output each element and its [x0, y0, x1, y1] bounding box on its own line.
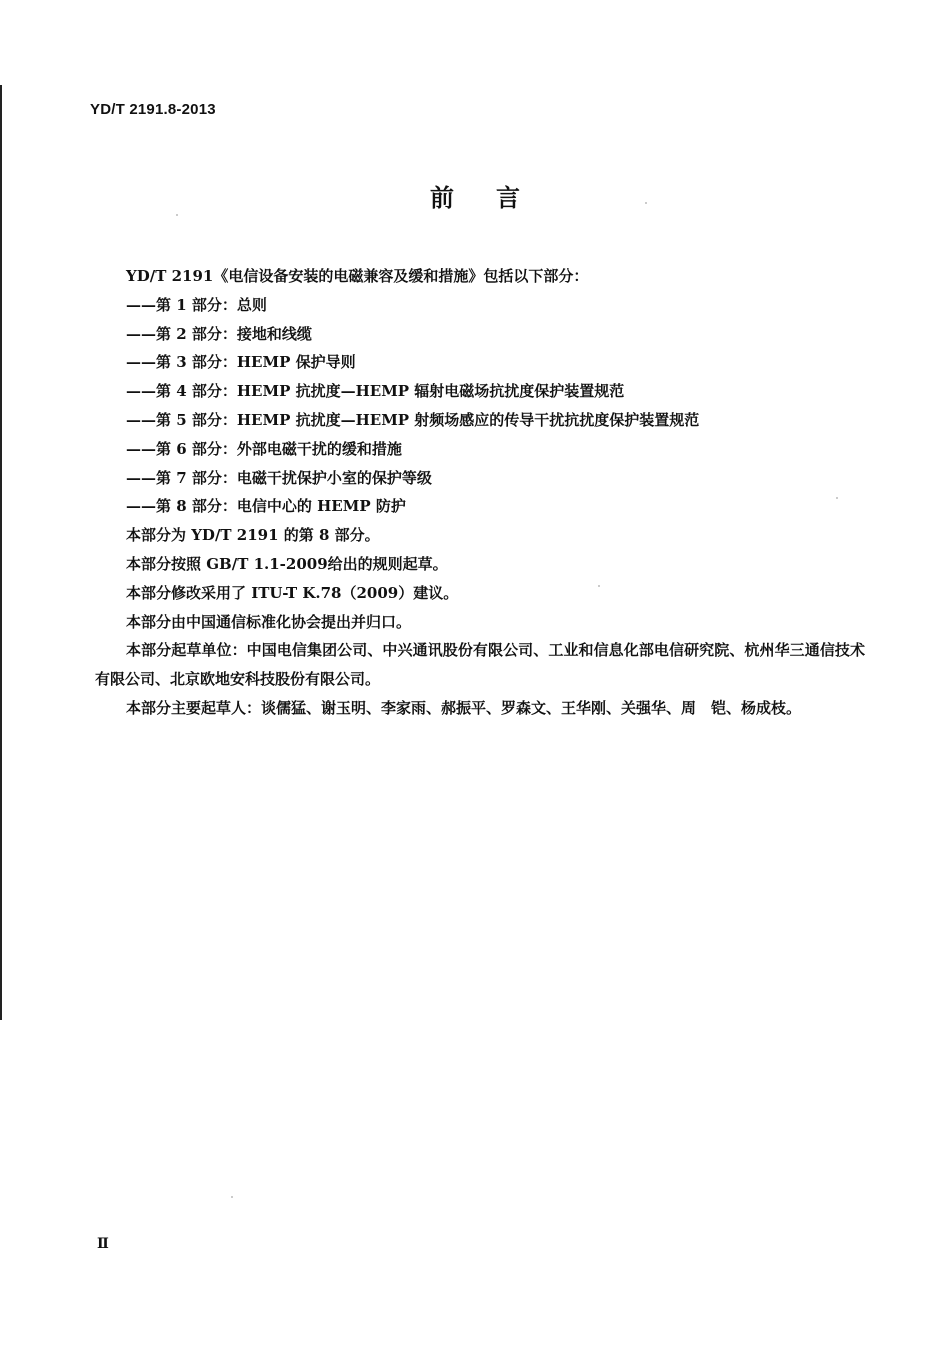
statement: 本部分由中国通信标准化协会提出并归口。	[126, 612, 412, 631]
drafting-units: 本部分起草单位：中国电信集团公司、中兴通讯股份有限公司、工业和信息化部电信研究院、杭州华三通信技术有限公司、北京欧地安科技股份有限公司。	[95, 641, 865, 689]
drafters: 本部分主要起草人：谈儒猛、谢玉明、李家雨、郝振平、罗森文、王华刚、关强华、周 铠、杨成枝。	[126, 698, 802, 717]
part-item: ——第 8 部分：电信中心的 HEMP 防护	[126, 497, 406, 516]
scan-speck	[836, 497, 838, 499]
parts-list	[95, 291, 865, 521]
foreword-body	[95, 262, 865, 723]
scan-speck	[645, 202, 647, 204]
part-item: ——第 3 部分：HEMP 保护导则	[126, 353, 356, 372]
part-item: ——第 4 部分：HEMP 抗扰度—HEMP 辐射电磁场抗扰度保护装置规范	[126, 382, 625, 401]
page-title: 前言	[430, 184, 562, 212]
part-item: ——第 1 部分：总则	[126, 295, 267, 314]
scan-speck	[231, 1196, 233, 1198]
scan-speck	[176, 214, 178, 216]
part-item: ——第 7 部分：电磁干扰保护小室的保护等级	[126, 468, 432, 487]
intro-line: YD/T 2191《电信设备安装的电磁兼容及缓和措施》包括以下部分：	[126, 267, 589, 285]
standard-code: YD/T 2191.8-2013	[90, 101, 216, 118]
part-item: ——第 6 部分：外部电磁干扰的缓和措施	[126, 439, 402, 458]
scan-edge-line	[0, 85, 2, 1020]
statement: 本部分为 YD/T 2191 的第 8 部分。	[126, 526, 380, 545]
page-number: Ⅱ	[97, 1237, 109, 1252]
scan-speck	[598, 585, 600, 587]
statement: 本部分修改采用了 ITU-T K.78（2009）建议。	[126, 583, 459, 602]
part-item: ——第 2 部分：接地和线缆	[126, 324, 312, 343]
part-item: ——第 5 部分：HEMP 抗扰度—HEMP 射频场感应的传导干扰抗扰度保护装置规范	[126, 410, 700, 429]
statement: 本部分按照 GB/T 1.1-2009给出的规则起草。	[126, 554, 448, 573]
